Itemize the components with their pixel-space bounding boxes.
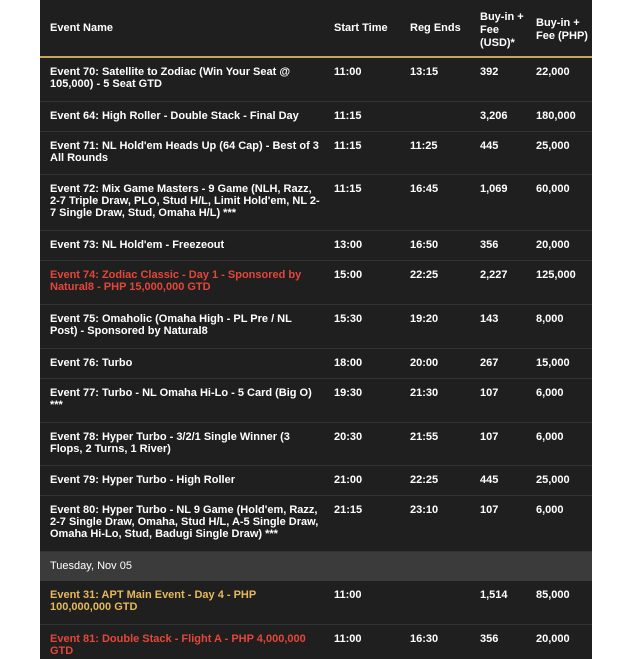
buyin-php-cell: 125,000 (528, 260, 592, 304)
event-name-cell: Event 80: Hyper Turbo - NL 9 Game (Hold'em, Razz, 2-7 Single Draw, Omaha, Stud H/L, A-5 Single Draw, Omaha Hi-Lo, Stud, Badugi Single Draw) *** (40, 495, 324, 551)
buyin-php-cell: 22,000 (528, 57, 592, 101)
reg-ends-cell: 16:45 (400, 174, 476, 230)
start-time-cell: 19:30 (324, 378, 400, 422)
start-time-cell: 11:00 (324, 581, 400, 624)
event-name-cell: Event 72: Mix Game Masters - 9 Game (NLH, Razz, 2-7 Triple Draw, PLO, Stud H/L, Limit Hold'em, NL 2-7 Single Draw, Stud, Omaha H/L) *** (40, 174, 324, 230)
table-row (40, 131, 592, 174)
table-row (40, 581, 592, 624)
buyin-php-cell: 180,000 (528, 101, 592, 131)
start-time-cell: 11:00 (324, 624, 400, 659)
buyin-php-cell: 60,000 (528, 174, 592, 230)
header-reg-ends: Reg Ends (400, 0, 476, 57)
table-row (40, 465, 592, 495)
buyin-usd-cell: 143 (476, 304, 528, 348)
reg-ends-cell: 20:00 (400, 348, 476, 378)
reg-ends-cell: 21:30 (400, 378, 476, 422)
schedule-panel (40, 0, 592, 659)
header-start-time: Start Time (324, 0, 400, 57)
event-name-cell: Event 75: Omaholic (Omaha High - PL Pre / NL Post) - Sponsored by Natural8 (40, 304, 324, 348)
buyin-php-cell: 20,000 (528, 624, 592, 659)
start-time-cell: 20:30 (324, 422, 400, 465)
table-row (40, 101, 592, 131)
buyin-usd-cell: 392 (476, 57, 528, 101)
reg-ends-cell (400, 101, 476, 131)
header-buyin-usd: Buy-in + Fee (USD)* (476, 0, 528, 57)
day-label: Tuesday, Nov 05 (40, 551, 592, 581)
event-name-cell: Event 77: Turbo - NL Omaha Hi-Lo - 5 Card (Big O) *** (40, 378, 324, 422)
day-divider-row (40, 551, 592, 581)
buyin-php-cell: 15,000 (528, 348, 592, 378)
table-row (40, 624, 592, 659)
start-time-cell: 21:15 (324, 495, 400, 551)
event-name-cell: Event 81: Double Stack - Flight A - PHP 4,000,000 GTD (40, 624, 324, 659)
buyin-php-cell: 6,000 (528, 495, 592, 551)
buyin-usd-cell: 3,206 (476, 101, 528, 131)
reg-ends-cell: 22:25 (400, 465, 476, 495)
table-row (40, 378, 592, 422)
reg-ends-cell: 11:25 (400, 131, 476, 174)
table-row (40, 230, 592, 260)
event-name-cell: Event 73: NL Hold'em - Freezeout (40, 230, 324, 260)
buyin-usd-cell: 1,514 (476, 581, 528, 624)
table-row (40, 422, 592, 465)
start-time-cell: 18:00 (324, 348, 400, 378)
start-time-cell: 21:00 (324, 465, 400, 495)
buyin-usd-cell: 107 (476, 495, 528, 551)
buyin-usd-cell: 1,069 (476, 174, 528, 230)
buyin-php-cell: 20,000 (528, 230, 592, 260)
buyin-usd-cell: 445 (476, 465, 528, 495)
start-time-cell: 13:00 (324, 230, 400, 260)
buyin-php-cell: 6,000 (528, 422, 592, 465)
tournament-schedule-table (40, 0, 592, 659)
table-row (40, 495, 592, 551)
event-name-cell: Event 71: NL Hold'em Heads Up (64 Cap) - Best of 3 All Rounds (40, 131, 324, 174)
reg-ends-cell: 19:20 (400, 304, 476, 348)
start-time-cell: 15:30 (324, 304, 400, 348)
buyin-php-cell: 6,000 (528, 378, 592, 422)
table-row (40, 304, 592, 348)
reg-ends-cell: 21:55 (400, 422, 476, 465)
buyin-php-cell: 8,000 (528, 304, 592, 348)
table-row (40, 174, 592, 230)
buyin-usd-cell: 267 (476, 348, 528, 378)
table-row (40, 260, 592, 304)
buyin-usd-cell: 107 (476, 422, 528, 465)
event-name-cell: Event 31: APT Main Event - Day 4 - PHP 100,000,000 GTD (40, 581, 324, 624)
buyin-php-cell: 25,000 (528, 131, 592, 174)
buyin-usd-cell: 445 (476, 131, 528, 174)
table-row (40, 348, 592, 378)
start-time-cell: 11:15 (324, 131, 400, 174)
reg-ends-cell: 16:50 (400, 230, 476, 260)
buyin-usd-cell: 356 (476, 230, 528, 260)
start-time-cell: 11:00 (324, 57, 400, 101)
header-event-name: Event Name (40, 0, 324, 57)
event-name-cell: Event 74: Zodiac Classic - Day 1 - Sponsored by Natural8 - PHP 15,000,000 GTD (40, 260, 324, 304)
event-name-cell: Event 70: Satellite to Zodiac (Win Your Seat @ 105,000) - 5 Seat GTD (40, 57, 324, 101)
reg-ends-cell: 13:15 (400, 57, 476, 101)
event-name-cell: Event 79: Hyper Turbo - High Roller (40, 465, 324, 495)
event-name-cell: Event 76: Turbo (40, 348, 324, 378)
event-name-cell: Event 64: High Roller - Double Stack - Final Day (40, 101, 324, 131)
start-time-cell: 11:15 (324, 101, 400, 131)
start-time-cell: 11:15 (324, 174, 400, 230)
reg-ends-cell (400, 581, 476, 624)
buyin-php-cell: 85,000 (528, 581, 592, 624)
reg-ends-cell: 22:25 (400, 260, 476, 304)
reg-ends-cell: 23:10 (400, 495, 476, 551)
table-header-row (40, 0, 592, 57)
buyin-php-cell: 25,000 (528, 465, 592, 495)
event-name-cell: Event 78: Hyper Turbo - 3/2/1 Single Winner (3 Flops, 2 Turns, 1 River) (40, 422, 324, 465)
buyin-usd-cell: 107 (476, 378, 528, 422)
table-row (40, 57, 592, 101)
buyin-usd-cell: 2,227 (476, 260, 528, 304)
buyin-usd-cell: 356 (476, 624, 528, 659)
start-time-cell: 15:00 (324, 260, 400, 304)
header-buyin-php: Buy-in + Fee (PHP) (528, 0, 592, 57)
reg-ends-cell: 16:30 (400, 624, 476, 659)
